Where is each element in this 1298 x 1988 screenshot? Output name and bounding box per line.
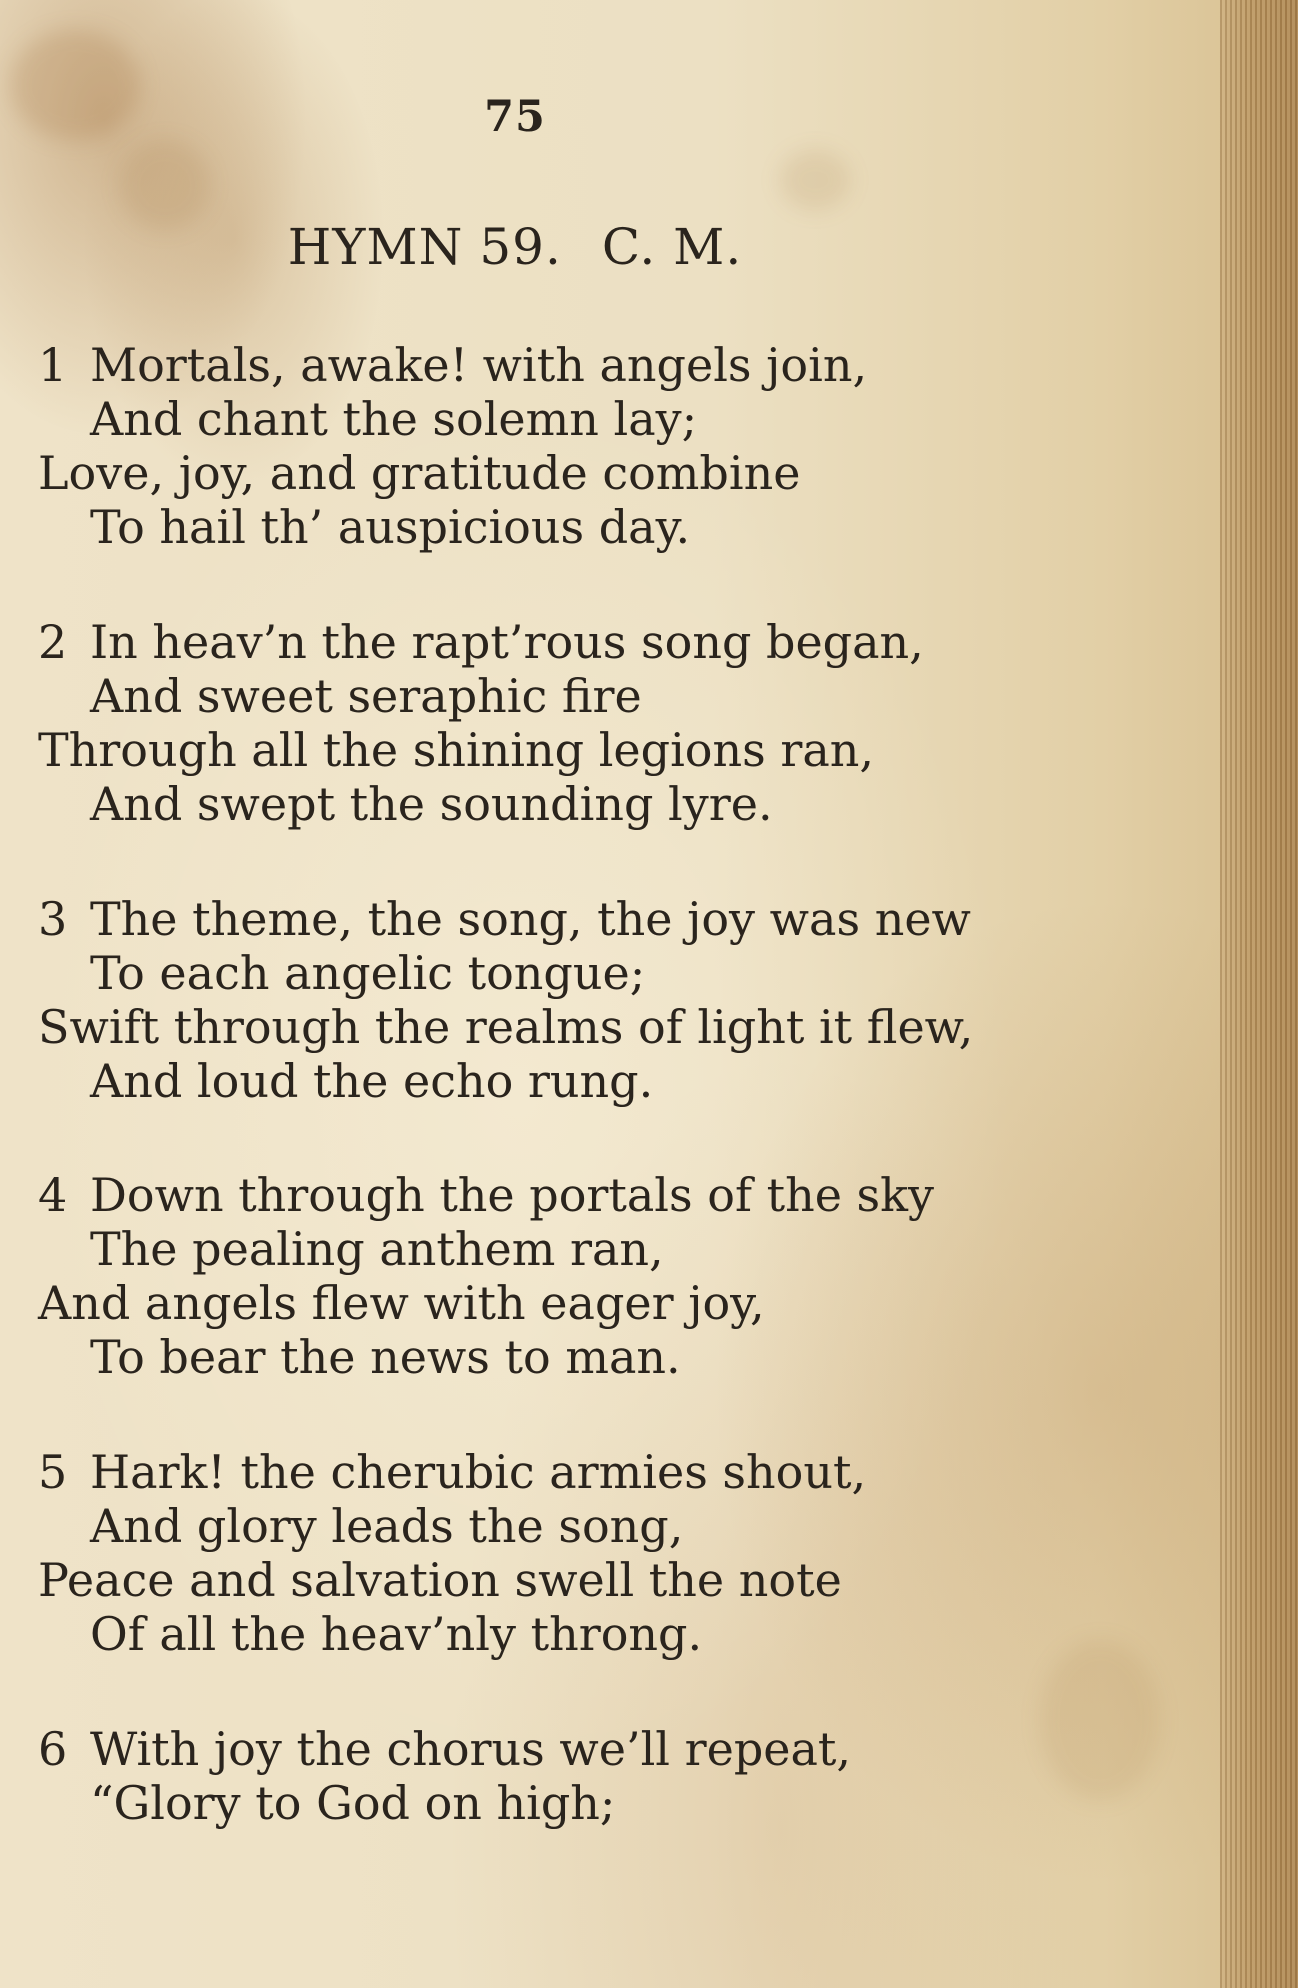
verse-number: 3 — [38, 892, 68, 946]
verse-2 — [38, 615, 1038, 831]
verse-3 — [38, 892, 1038, 1108]
verse-line: And swept the sounding lyre. — [90, 777, 773, 831]
verse-line: “Glory to God on high; — [90, 1776, 616, 1830]
verse-line: The pealing anthem ran, — [90, 1222, 664, 1276]
verse-line: To bear the news to man. — [90, 1330, 681, 1384]
verse-line: Peace and salvation swell the note — [38, 1553, 842, 1607]
verse-line: To hail th’ auspicious day. — [90, 500, 691, 554]
verse-number: 1 — [38, 338, 68, 392]
verse-line-text: Hark! the cherubic armies shout, — [90, 1445, 867, 1499]
hymn-number: 59. — [479, 218, 562, 276]
age-stain — [1040, 1640, 1160, 1800]
verse-line: And glory leads the song, — [90, 1499, 684, 1553]
age-stain — [780, 150, 850, 210]
page-number: 75 — [484, 92, 546, 142]
verse-line — [38, 1445, 1038, 1499]
verse-line-text: With joy the chorus we’ll repeat, — [90, 1722, 852, 1776]
verse-number: 5 — [38, 1445, 68, 1499]
hymn-meter: C. M. — [601, 218, 743, 276]
verse-line: Love, joy, and gratitude combine — [38, 446, 801, 500]
verse-line-text: The theme, the song, the joy was new — [90, 892, 971, 946]
verse-number: 2 — [38, 615, 68, 669]
verse-line: Of all the heav’nly throng. — [90, 1607, 703, 1661]
verse-5 — [38, 1445, 1038, 1661]
verse-4 — [38, 1168, 1038, 1384]
verse-line: And angels flew with eager joy, — [38, 1276, 765, 1330]
hymn-label: HYMN — [287, 218, 464, 276]
verse-line — [38, 1168, 1038, 1222]
verse-line-text: Down through the portals of the sky — [90, 1168, 935, 1222]
verse-line: To each angelic tongue; — [90, 946, 646, 1000]
verse-line-text: Mortals, awake! with angels join, — [90, 338, 868, 392]
verse-6 — [38, 1722, 1038, 1830]
verse-line — [38, 892, 1038, 946]
verse-line-text: In heav’n the rapt’rous song began, — [90, 615, 924, 669]
page-edge — [1220, 0, 1298, 1988]
verse-line — [38, 615, 1038, 669]
hymn-title — [0, 218, 1030, 276]
verse-line — [38, 1722, 1038, 1776]
verse-1 — [38, 338, 1038, 554]
verse-line: And sweet seraphic fire — [90, 669, 642, 723]
verse-line: And chant the solemn lay; — [90, 392, 698, 446]
verse-number: 4 — [38, 1168, 68, 1222]
verse-line: Swift through the realms of light it flew, — [38, 1000, 974, 1054]
verse-number: 6 — [38, 1722, 68, 1776]
age-stain — [120, 140, 210, 230]
verse-line: And loud the echo rung. — [90, 1054, 654, 1108]
verse-line — [38, 338, 1038, 392]
verse-line: Through all the shining legions ran, — [38, 723, 875, 777]
